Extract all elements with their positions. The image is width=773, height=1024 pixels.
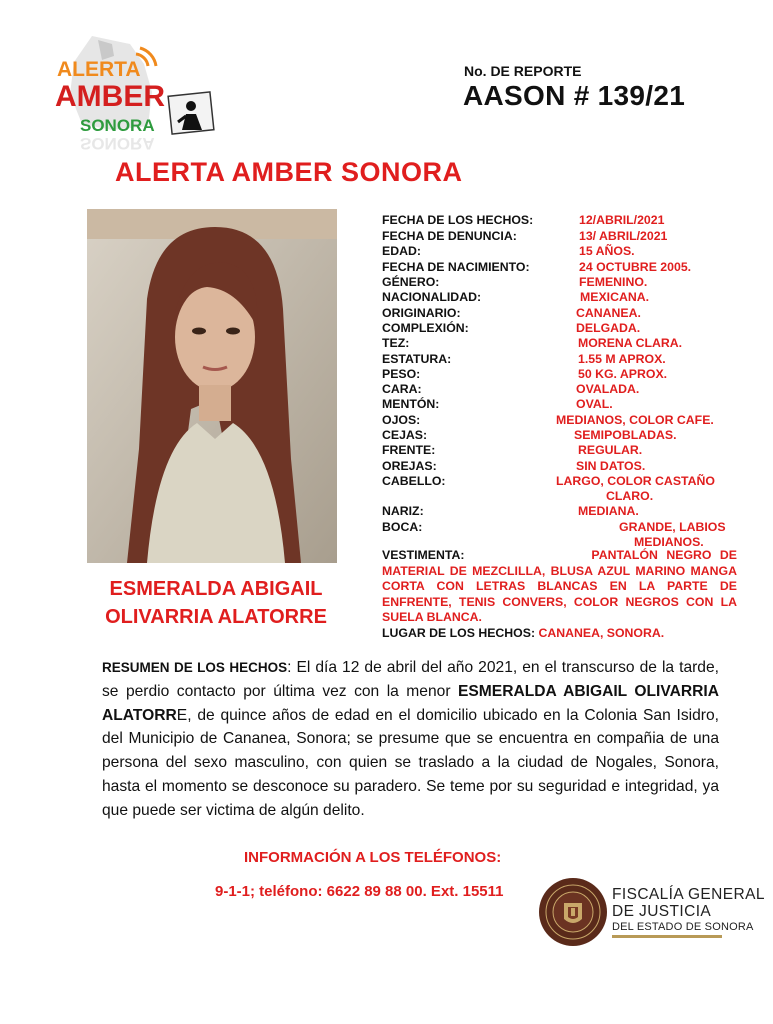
fact-label-cara: CARA: <box>382 382 422 396</box>
fact-value-frente: REGULAR. <box>578 443 643 457</box>
fact-value-cara: OVALADA. <box>576 382 640 396</box>
fiscalia-seal-icon <box>538 877 608 947</box>
fact-label-edad: EDAD: <box>382 244 421 258</box>
lugar-value: CANANEA, SONORA. <box>538 625 665 640</box>
fact-label-fecha-hechos: FECHA DE LOS HECHOS: <box>382 213 534 227</box>
fact-value-edad: 15 AÑOS. <box>579 244 635 258</box>
summary-paragraph <box>102 656 719 823</box>
fact-value-peso: 50 KG. APROX. <box>578 367 668 381</box>
fact-label-orejas: OREJAS: <box>382 459 437 473</box>
agency-underline <box>612 935 722 938</box>
logo-amber-text: AMBER <box>55 80 165 113</box>
vestimenta-block <box>382 548 737 642</box>
fact-value-boca-line2: MEDIANOS. <box>634 535 704 549</box>
fact-label-nacionalidad: NACIONALIDAD: <box>382 290 482 304</box>
fact-label-frente: FRENTE: <box>382 443 436 457</box>
vestimenta-value: PANTALÓN NEGRO DE MATERIAL DE MEZCLILLA, BLUSA AZUL MARINO MANGA CORTA CON LETRAS BLANCAS EN LA PARTE DE ENFRENTE, TENIS CONVERS, COLOR NEGROS CON LA SUELA BLANCA. <box>382 548 738 625</box>
fact-value-originario: CANANEA. <box>576 306 641 320</box>
summary-label: RESUMEN DE LOS HECHOS <box>102 660 288 675</box>
lugar-label: LUGAR DE LOS HECHOS: <box>382 625 536 640</box>
fact-label-genero: GÉNERO: <box>382 275 440 289</box>
fact-value-complexion: DELGADA. <box>576 321 641 335</box>
summary-name: ESMERALDA ABIGAIL OLIVARRIA ALATORR <box>102 682 720 724</box>
fact-value-nacimiento: 24 OCTUBRE 2005. <box>579 260 692 274</box>
person-name-line2: OLIVARRIA ALATORRE <box>105 606 327 628</box>
fact-label-ojos: OJOS: <box>382 413 421 427</box>
fact-label-fecha-denuncia: FECHA DE DENUNCIA: <box>382 229 517 243</box>
alerta-amber-logo <box>52 34 217 162</box>
fact-value-menton: OVAL. <box>576 397 613 411</box>
logo-sonora-text: SONORA <box>80 116 155 135</box>
person-name <box>82 575 350 631</box>
fact-label-cejas: CEJAS: <box>382 428 428 442</box>
logo-alerta-text: ALERTA <box>57 58 141 81</box>
fact-label-cabello: CABELLO: <box>382 474 446 488</box>
fact-label-tez: TEZ: <box>382 336 410 350</box>
svg-text:SONORA: SONORA <box>80 134 155 153</box>
summary-text-1: : El día 12 de abril del año 2021, en el transcurso de la tarde, se perdio contacto por última vez con la menor <box>102 659 719 700</box>
fact-value-tez: MORENA CLARA. <box>578 336 683 350</box>
person-name-line1: ESMERALDA ABIGAIL <box>109 578 323 600</box>
report-number: AASON # 139/21 <box>463 80 686 111</box>
agency-line2: DE JUSTICIA <box>612 903 712 920</box>
report-label: No. DE REPORTE <box>464 63 582 79</box>
fact-label-estatura: ESTATURA: <box>382 352 452 366</box>
fact-value-cejas: SEMIPOBLADAS. <box>574 428 677 442</box>
fact-value-boca: GRANDE, LABIOS <box>619 520 726 534</box>
fact-label-menton: MENTÓN: <box>382 397 440 411</box>
agency-line1: FISCALÍA GENERAL <box>612 886 765 903</box>
fact-value-nacionalidad: MEXICANA. <box>580 290 650 304</box>
fact-label-peso: PESO: <box>382 367 421 381</box>
contact-phones: 9-1-1; teléfono: 6622 89 88 00. Ext. 15511 <box>215 883 504 900</box>
agency-name <box>612 886 765 934</box>
fact-value-ojos: MEDIANOS, COLOR CAFE. <box>556 413 714 427</box>
alert-title: ALERTA AMBER SONORA <box>115 157 463 187</box>
fact-label-nariz: NARIZ: <box>382 504 424 518</box>
agency-line3: DEL ESTADO DE SONORA <box>612 921 754 933</box>
summary-text-2: E, de quince años de edad en el domicilio ubicado en la Colonia San Isidro, del Municipio de Cananea, Sonora; se presume que se encuentra en compañia de una persona del sexo masculino, con quien se traslado a la ciudad de Nogales, Sonora, hasta el momento se desconoce su paradero. Se teme por su seguridad e integridad, ya que puede ser victima de algún delito. <box>102 706 719 819</box>
fact-value-cabello-line2: CLARO. <box>606 489 654 503</box>
fact-label-nacimiento: FECHA DE NACIMIENTO: <box>382 260 530 274</box>
fact-label-originario: ORIGINARIO: <box>382 306 461 320</box>
contact-title: INFORMACIÓN A LOS TELÉFONOS: <box>244 849 502 866</box>
fact-label-boca: BOCA: <box>382 520 423 534</box>
fact-value-estatura: 1.55 M APROX. <box>578 352 666 366</box>
fact-value-nariz: MEDIANA. <box>578 504 639 518</box>
fact-value-fecha-hechos: 12/ABRIL/2021 <box>579 213 665 227</box>
fact-value-orejas: SIN DATOS. <box>576 459 646 473</box>
fact-value-genero: FEMENINO. <box>579 275 648 289</box>
fact-label-complexion: COMPLEXIÓN: <box>382 321 469 335</box>
missing-person-photo <box>87 209 337 563</box>
fact-value-fecha-denuncia: 13/ ABRIL/2021 <box>579 229 668 243</box>
fact-value-cabello: LARGO, COLOR CASTAÑO <box>556 474 715 488</box>
vestimenta-label: VESTIMENTA: <box>382 548 465 562</box>
